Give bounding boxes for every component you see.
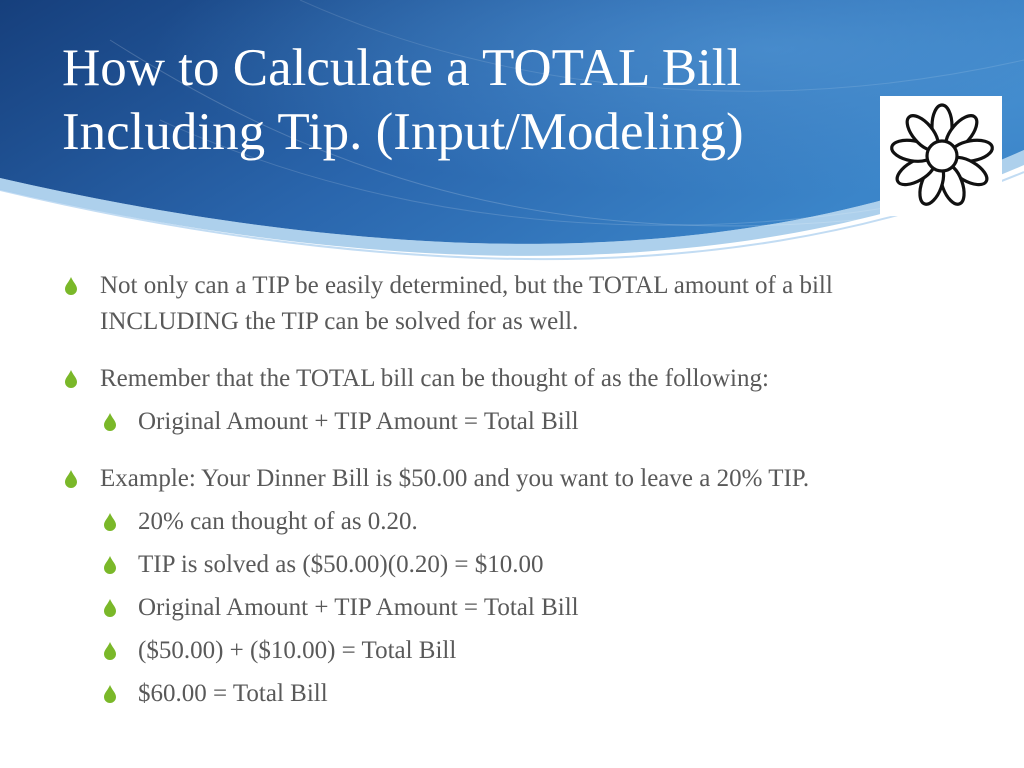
sub-bullet-text: Original Amount + TIP Amount = Total Bill bbox=[138, 594, 579, 621]
title-line-2: Including Tip. (Input/Modeling) bbox=[62, 103, 744, 161]
flower-image bbox=[880, 96, 1002, 216]
sub-bullet-text: 20% can thought of as 0.20. bbox=[138, 508, 418, 535]
sub-bullet-item bbox=[60, 633, 960, 669]
water-drop-icon bbox=[103, 642, 117, 660]
sub-bullet-text: Original Amount + TIP Amount = Total Bill bbox=[138, 408, 579, 435]
sub-bullet-text: $60.00 = Total Bill bbox=[138, 680, 328, 707]
water-drop-icon bbox=[103, 599, 117, 617]
water-drop-icon bbox=[103, 556, 117, 574]
water-drop-icon bbox=[64, 470, 78, 488]
bullet-text: Example: Your Dinner Bill is $50.00 and you want to leave a 20% TIP. bbox=[100, 465, 810, 492]
bullet-item bbox=[60, 361, 960, 397]
water-drop-icon bbox=[103, 413, 117, 431]
water-drop-icon bbox=[103, 513, 117, 531]
bullet-list bbox=[60, 268, 960, 712]
water-drop-icon bbox=[64, 370, 78, 388]
sub-bullet-item bbox=[60, 590, 960, 626]
sub-bullet-item bbox=[60, 404, 960, 440]
sub-bullet-item bbox=[60, 676, 960, 712]
sub-bullet-text: ($50.00) + ($10.00) = Total Bill bbox=[138, 637, 457, 664]
slide-title bbox=[62, 36, 882, 164]
sub-bullet-item bbox=[60, 504, 960, 540]
daisy-flower-icon bbox=[880, 96, 1002, 216]
water-drop-icon bbox=[64, 277, 78, 295]
water-drop-icon bbox=[103, 685, 117, 703]
bullet-item bbox=[60, 268, 960, 340]
title-line-1: How to Calculate a TOTAL Bill bbox=[62, 39, 742, 97]
bullet-text: Not only can a TIP be easily determined, but the TOTAL amount of a bill INCLUDING the TIP can be solved for as well. bbox=[100, 272, 833, 335]
sub-bullet-text: TIP is solved as ($50.00)(0.20) = $10.00 bbox=[138, 551, 544, 578]
bullet-item bbox=[60, 461, 960, 497]
bullet-text: Remember that the TOTAL bill can be thought of as the following: bbox=[100, 365, 769, 392]
sub-bullet-item bbox=[60, 547, 960, 583]
